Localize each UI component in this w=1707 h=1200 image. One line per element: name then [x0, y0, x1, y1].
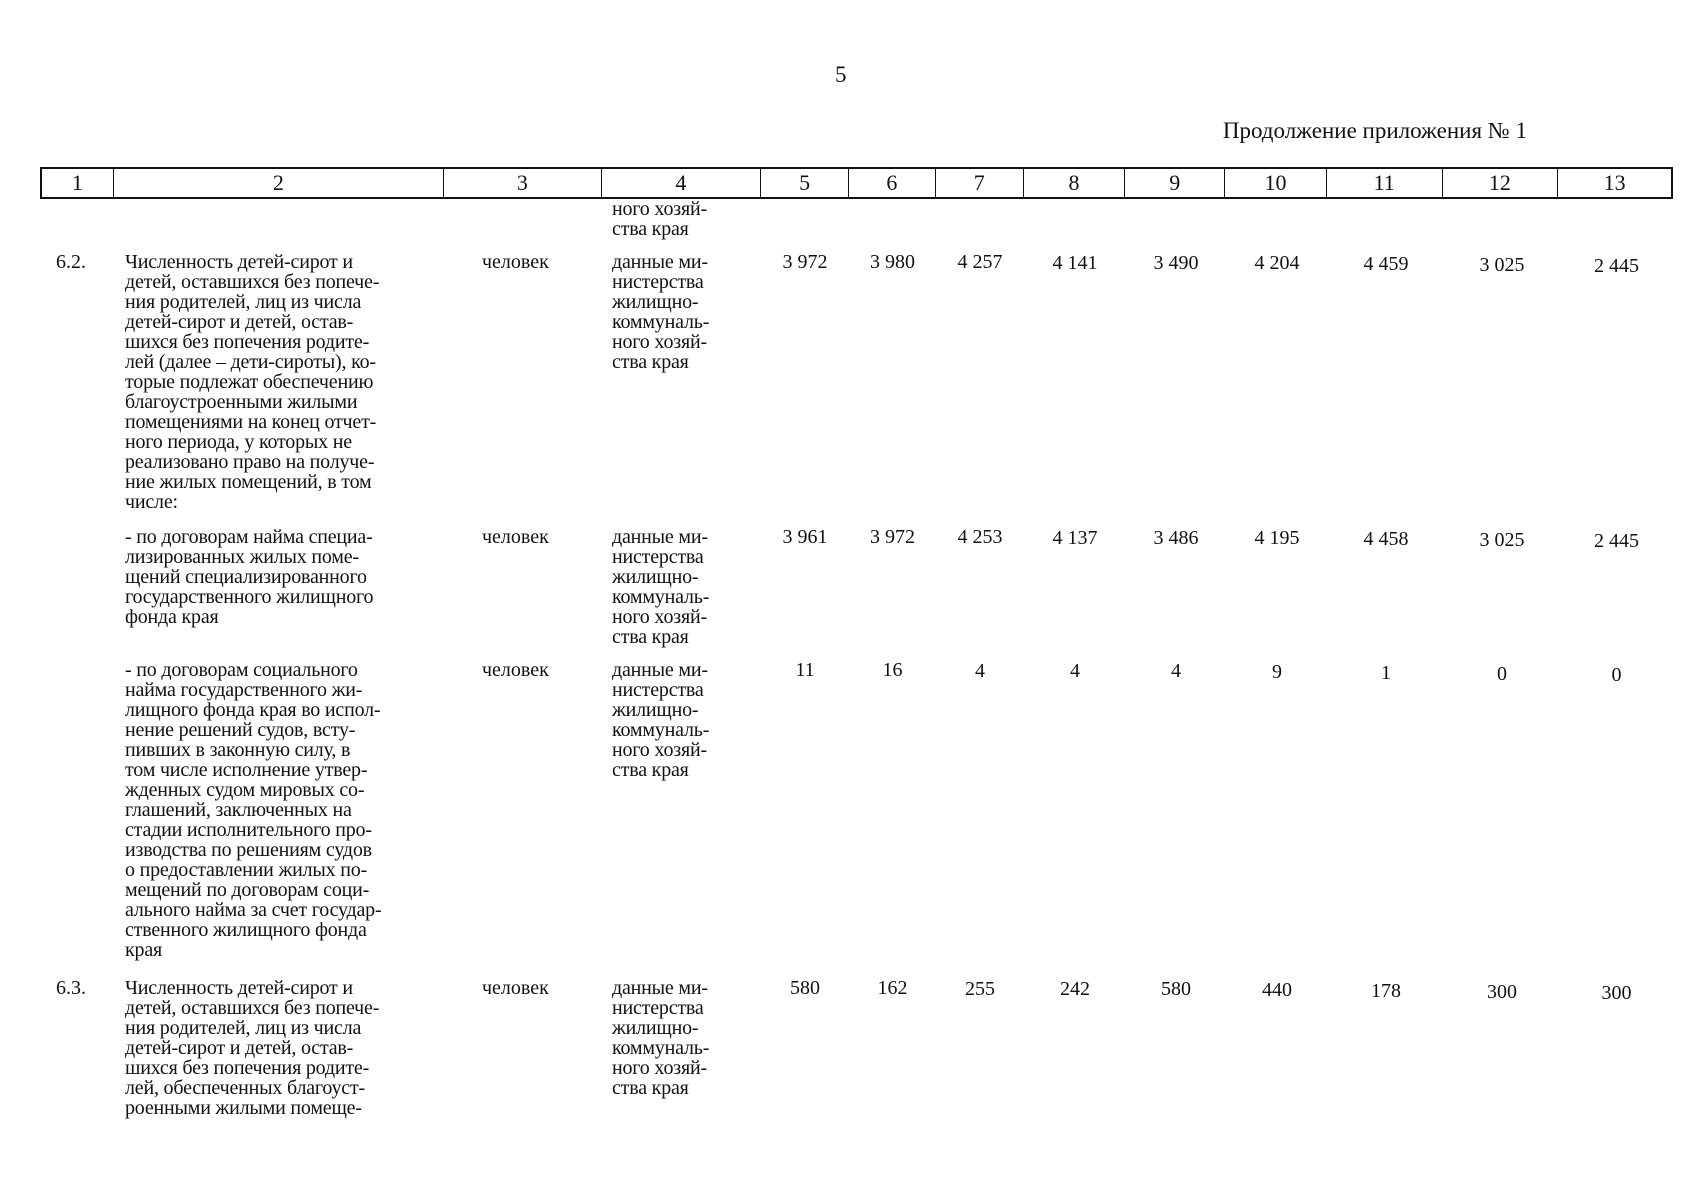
column-header-9: 9 — [1125, 169, 1225, 197]
value-col-6: 3 972 — [870, 526, 915, 548]
value-col-12: 3 025 — [1479, 529, 1525, 551]
value-col-7: 4 257 — [957, 251, 1003, 273]
value-col-10: 440 — [1262, 979, 1292, 1001]
table-column-numbers-row — [40, 167, 1673, 199]
value-col-5: 3 961 — [782, 526, 828, 548]
column-header-7: 7 — [936, 169, 1024, 197]
row-source: данные ми- нистерства жилищно- коммуналь- ного хозяй- ства края — [612, 526, 710, 648]
column-header-10: 10 — [1225, 169, 1327, 197]
value-col-9: 4 — [1171, 660, 1181, 682]
value-col-11: 178 — [1371, 980, 1401, 1002]
column-header-4: 4 — [602, 169, 762, 197]
value-col-9: 3 486 — [1153, 527, 1199, 549]
page-number: 5 — [835, 62, 847, 87]
value-col-12: 3 025 — [1479, 254, 1525, 276]
value-col-6: 16 — [882, 659, 903, 681]
column-header-5: 5 — [761, 169, 849, 197]
column-header-12: 12 — [1443, 169, 1559, 197]
value-col-8: 4 — [1070, 660, 1080, 682]
row-description: - по договорам социального найма государственного жи- лищного фонда края во испол- нение решений судов, всту- пивших в законную силу, в том числе исполнение утвер- жденных судом мировых со- глашений, заключенных на стадии исполнительного про- изводства по решениям судов о предоставлении жилых по- мещений по договорам соци- ального найма за счет государ- ственного жилищного фонда края — [125, 659, 382, 961]
column-header-13: 13 — [1603, 170, 1626, 195]
value-col-8: 4 141 — [1052, 252, 1098, 274]
value-col-7: 4 253 — [957, 526, 1003, 548]
column-header-2: 2 — [114, 169, 444, 197]
value-col-13: 0 — [1611, 664, 1622, 686]
row-unit: человек — [482, 251, 549, 273]
value-col-13: 300 — [1601, 982, 1632, 1004]
value-col-5: 580 — [790, 977, 820, 999]
value-col-5: 3 972 — [782, 251, 828, 273]
value-col-11: 1 — [1381, 662, 1391, 684]
row-source: данные ми- нистерства жилищно- коммуналь- ного хозяй- ства края — [612, 251, 710, 373]
value-col-12: 300 — [1487, 981, 1517, 1003]
value-col-13: 2 445 — [1594, 530, 1639, 552]
value-col-11: 4 458 — [1363, 528, 1409, 550]
value-col-11: 4 459 — [1363, 253, 1409, 275]
column-header-3: 3 — [444, 169, 602, 197]
value-col-10: 4 204 — [1254, 252, 1300, 274]
row-description: Численность детей-сирот и детей, оставшихся без попече- ния родителей, лиц из числа детей-сирот и детей, остав- шихся без попечения родите- лей (далее – дети-сироты), ко- торые подлежат обеспечению благоустроенными жилыми помещениями на конец отчет- ного периода, у которых не реализовано право на получе- ние жилых помещений, в том числе: — [125, 251, 380, 513]
value-col-6: 162 — [877, 977, 908, 999]
value-col-6: 3 980 — [870, 251, 915, 273]
row-number: 6.2. — [56, 251, 86, 273]
carryover-source-text: ного хозяй- ства края — [612, 198, 707, 240]
value-col-9: 3 490 — [1153, 252, 1199, 274]
row-unit: человек — [482, 526, 549, 548]
value-col-10: 9 — [1272, 661, 1282, 683]
row-unit: человек — [482, 659, 549, 681]
value-col-8: 242 — [1060, 978, 1090, 1000]
row-description: - по договорам найма специа- лизированных жилых поме- щений специализированного государственного жилищного фонда края — [125, 526, 374, 628]
appendix-continuation-label: Продолжение приложения № 1 — [1222, 118, 1527, 143]
column-header-1: 1 — [42, 169, 114, 197]
value-col-7: 4 — [975, 660, 985, 682]
value-col-12: 0 — [1497, 663, 1507, 685]
column-header-8: 8 — [1024, 169, 1126, 197]
value-col-10: 4 195 — [1254, 527, 1300, 549]
row-source: данные ми- нистерства жилищно- коммуналь- ного хозяй- ства края — [612, 977, 710, 1099]
row-unit: человек — [482, 977, 549, 999]
value-col-7: 255 — [965, 978, 995, 1000]
row-number: 6.3. — [56, 977, 86, 999]
value-col-8: 4 137 — [1052, 527, 1098, 549]
row-description: Численность детей-сирот и детей, оставшихся без попече- ния родителей, лиц из числа детей-сирот и детей, остав- шихся без попечения родите- лей, обеспеченных благоуст- роенными жилыми помеще- — [125, 977, 380, 1119]
value-col-13: 2 445 — [1594, 255, 1639, 277]
row-source: данные ми- нистерства жилищно- коммуналь- ного хозяй- ства края — [612, 659, 710, 781]
value-col-9: 580 — [1161, 978, 1191, 1000]
column-header-11: 11 — [1327, 169, 1443, 197]
column-header-6: 6 — [849, 169, 936, 197]
value-col-5: 11 — [795, 659, 815, 681]
